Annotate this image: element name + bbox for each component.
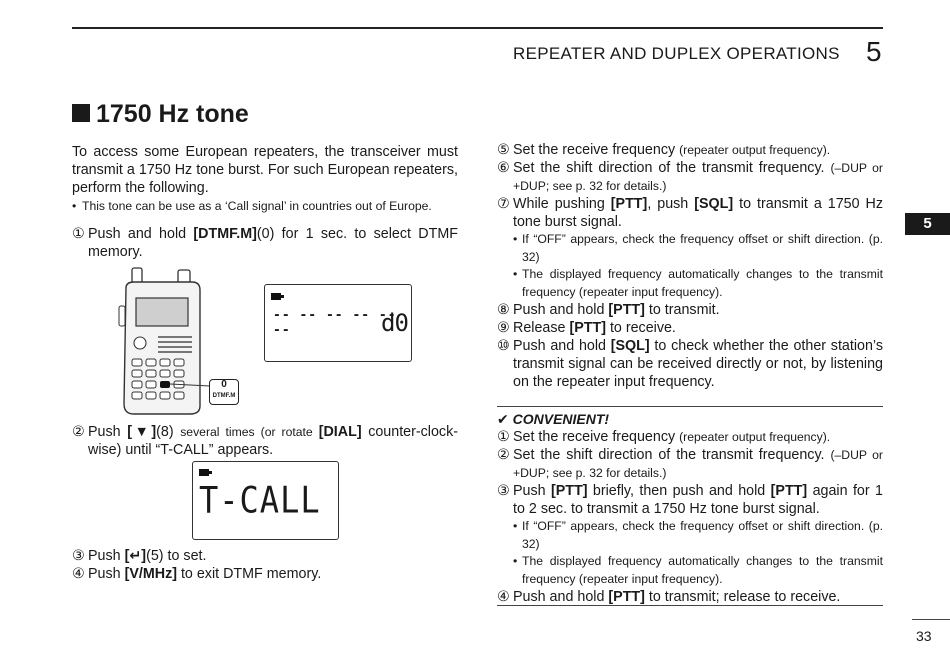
chapter-number: 5 [866, 36, 882, 67]
step-6: ⑥ Set the shift direction of the transmit frequency. (–DUP or +DUP; see p. 32 for details.) [497, 160, 883, 193]
step-1: ① Push and hold [DTMF.M](0) for 1 sec. to select DTMF memory. [72, 225, 458, 260]
convenient-step-3: ③ Push [PTT] briefly, then push and hold [PTT] again for 1 to 2 sec. to transmit a 1750 Hz tone burst signal. [497, 483, 883, 517]
battery-icon [199, 469, 213, 477]
intro-note: • This tone can be use as a ‘Call signal’ in countries out of Europe. [72, 199, 432, 213]
lcd-channel-code: d0 [381, 309, 408, 337]
step-4: ④ Push [V/MHz] to exit DTMF memory. [72, 566, 322, 582]
step-2: ② Push [▼](8) several times (or rotate [DIAL] counter-clock-wise) until “T-CALL” appears. [72, 424, 458, 458]
step-9: ⑨ Release [PTT] to receive. [497, 320, 676, 336]
convenient-step-3-note-1: • If “OFF” appears, check the frequency offset or shift direction. (p. 32) [513, 519, 883, 551]
chapter-side-tab: 5 [905, 213, 950, 235]
convenient-step-3-note-2: • The displayed frequency automatically changes to the transmit frequency (repeater input frequency). [513, 554, 883, 586]
convenient-top-rule [497, 406, 883, 407]
chapter-title: REPEATER AND DUPLEX OPERATIONS [513, 44, 840, 63]
steps-3-4 [72, 547, 458, 583]
battery-icon [271, 293, 285, 301]
lcd-display-dtmf [264, 284, 412, 362]
step-7-note-2: • The displayed frequency automatically changes to the transmit frequency (repeater input frequency). [513, 267, 883, 299]
convenient-step-2: ② Set the shift direction of the transmit frequency. (–DUP or +DUP; see p. 32 for details.) [497, 447, 883, 480]
right-column [497, 141, 883, 391]
step-7: ⑦ While pushing [PTT], push [SQL] to transmit a 1750 Hz tone burst signal. [497, 196, 884, 230]
step-8: ⑧ Push and hold [PTT] to transmit. [497, 302, 720, 318]
dtmf-key-icon: 0 DTMF.M [209, 379, 239, 405]
intro-paragraph: To access some European repeaters, the transceiver must transmit a 1750 Hz tone burst. For such European repeaters, perform the following. [72, 144, 458, 196]
page-number-rule [912, 619, 950, 620]
step-7-note-1: • If “OFF” appears, check the frequency offset or shift direction. (p. 32) [513, 232, 883, 264]
convenient-box [497, 410, 883, 606]
left-column [72, 143, 458, 261]
lcd-dashes: -- -- -- -- -- -- [273, 308, 397, 338]
lcd-display-tcall [192, 461, 339, 540]
convenient-heading: ✔ CONVENIENT! [497, 411, 610, 427]
checkmark-icon: ✔ [497, 411, 513, 427]
step-3: ③ Push [↵](5) to set. [72, 548, 207, 564]
convenient-bottom-rule [497, 605, 883, 606]
step-5: ⑤ Set the receive frequency (repeater output frequency). [497, 142, 831, 158]
section-title: 1750 Hz tone [72, 100, 249, 129]
lcd-tcall-text: T-CALL [199, 478, 321, 522]
convenient-step-4: ④ Push and hold [PTT] to transmit; release to receive. [497, 589, 841, 605]
header-rule [72, 27, 883, 29]
black-square-icon [72, 104, 90, 122]
convenient-step-1: ① Set the receive frequency (repeater output frequency). [497, 429, 831, 445]
step-10: ⑩ Push and hold [SQL] to check whether the other station’s transmit signal can be received directly or not, by listening on the repeater input frequency. [497, 338, 883, 390]
page-number: 33 [916, 628, 932, 644]
